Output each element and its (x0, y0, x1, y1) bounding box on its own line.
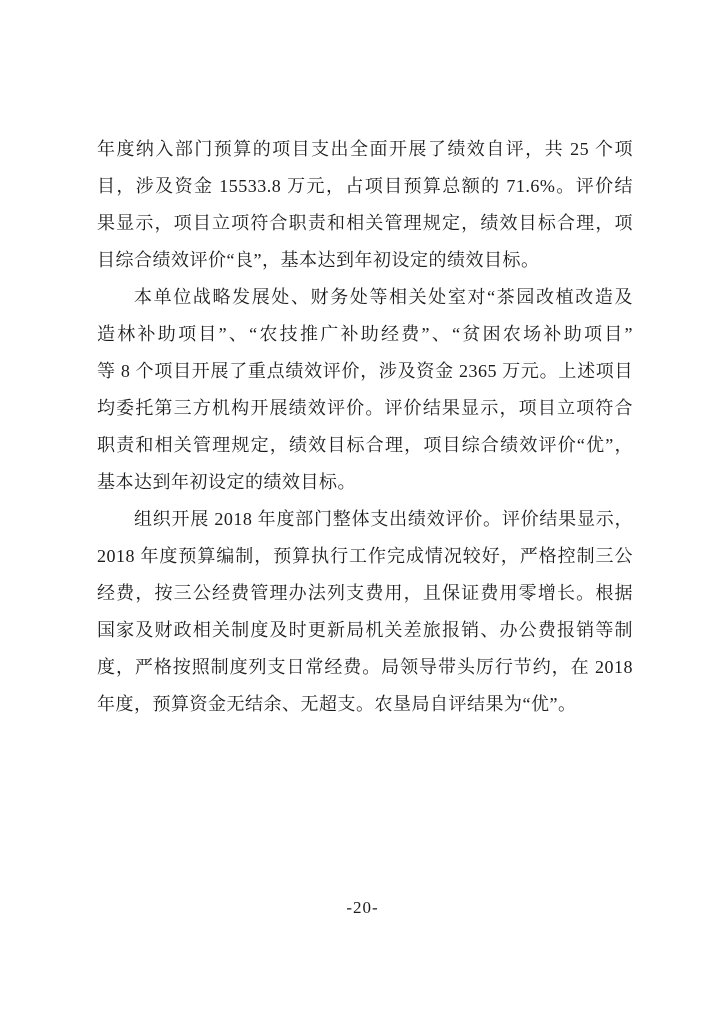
paragraph-3-line-4: 国家及财政相关制度及时更新局机关差旅报销、办公费报销等制 (97, 620, 633, 640)
paragraph-2 (97, 279, 633, 501)
paragraph-2-line-4: 均委托第三方机构开展绩效评价。评价结果显示，项目立项符合 (97, 398, 633, 418)
paragraph-3-line-1: 组织开展 2018 年度部门整体支出绩效评价。评价结果显示， (134, 509, 633, 529)
paragraph-1 (97, 131, 633, 279)
paragraph-3-line-3: 经费，按三公经费管理办法列支费用，且保证费用零增长。根据 (97, 583, 633, 603)
page-footer (0, 896, 725, 920)
paragraph-3-line-5: 度，严格按照制度列支日常经费。局领导带头厉行节约，在 2018 (97, 657, 633, 677)
body-text (97, 131, 633, 723)
page-number: -20- (346, 898, 379, 917)
paragraph-3-line-2: 2018 年度预算编制，预算执行工作完成情况较好，严格控制三公 (97, 546, 633, 566)
paragraph-1-line-4: 目综合绩效评价“良”，基本达到年初设定的绩效目标。 (97, 250, 540, 270)
paragraph-3-line-6: 年度，预算资金无结余、无超支。农垦局自评结果为“优”。 (97, 694, 577, 714)
paragraph-1-line-2: 目，涉及资金 15533.8 万元，占项目预算总额的 71.6%。评价结 (97, 176, 633, 196)
paragraph-3 (97, 501, 633, 723)
paragraph-1-line-1: 年度纳入部门预算的项目支出全面开展了绩效自评，共 25 个项 (97, 139, 633, 159)
paragraph-2-line-1: 本单位战略发展处、财务处等相关处室对“茶园改植改造及 (134, 287, 633, 307)
paragraph-2-line-6: 基本达到年初设定的绩效目标。 (97, 472, 356, 492)
paragraph-1-line-3: 果显示，项目立项符合职责和相关管理规定，绩效目标合理，项 (97, 213, 633, 233)
paragraph-2-line-2: 造林补助项目”、“农技推广补助经费”、“贫困农场补助项目” (97, 324, 633, 344)
paragraph-2-line-5: 职责和相关管理规定，绩效目标合理，项目综合绩效评价“优”， (97, 435, 633, 455)
paragraph-2-line-3: 等 8 个项目开展了重点绩效评价，涉及资金 2365 万元。上述项目 (97, 361, 633, 381)
